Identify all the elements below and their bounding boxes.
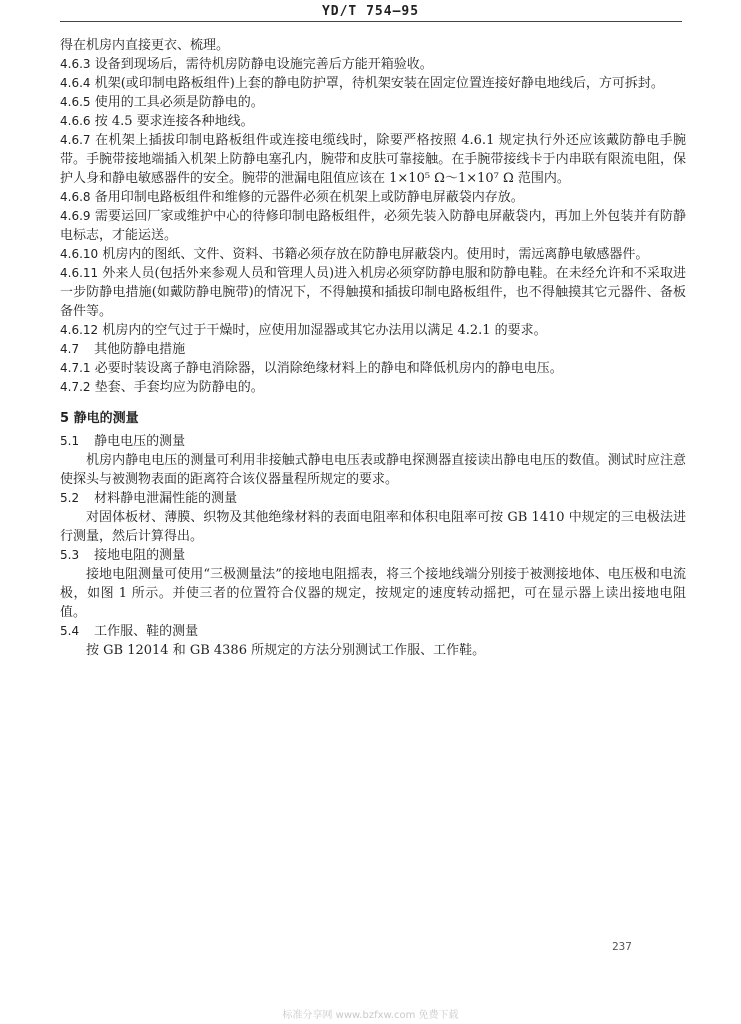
clause-list	[60, 36, 686, 397]
clause-paragraph	[60, 264, 686, 321]
clause-number: 4.6.11	[60, 266, 99, 280]
clause-text: 按 4.5 要求连接各种地线。	[94, 114, 254, 129]
clause-paragraph	[60, 378, 686, 397]
subsection-heading	[60, 622, 686, 641]
clause-number: 4.7	[60, 342, 80, 356]
clause-number: 4.6.4	[60, 76, 91, 90]
clause-text: 机房内的空气过于干燥时，应使用加湿器或其它办法用以满足 4.2.1 的要求。	[102, 323, 547, 338]
clause-text: 机房内的图纸、文件、资料、书籍必须存放在防静电屏蔽袋内。使用时，需远离静电敏感器件。	[102, 247, 649, 262]
subsection-body: 机房内静电电压的测量可利用非接触式静电电压表或静电探测器直接读出静电电压的数值。测试时应注意使探头与被测物表面的距离符合该仪器量程所规定的要求。	[60, 453, 686, 487]
subsection-heading	[60, 546, 686, 565]
subsection-title: 接地电阻的测量	[94, 548, 186, 563]
clause-paragraph	[60, 36, 686, 55]
clause-paragraph	[60, 321, 686, 340]
clause-number: 4.6.9	[60, 209, 91, 223]
section-5-title: 5 静电的测量	[60, 411, 139, 426]
clause-paragraph	[60, 207, 686, 245]
header-rule	[60, 21, 682, 22]
document-header: YD/T 754—95	[321, 4, 420, 19]
clause-paragraph	[60, 112, 686, 131]
clause-number: 4.6.6	[60, 114, 91, 128]
clause-number: 4.6.8	[60, 190, 91, 204]
subsection-title: 静电电压的测量	[94, 434, 186, 449]
subsection-body: 按 GB 12014 和 GB 4386 所规定的方法分别测试工作服、工作鞋。	[86, 643, 486, 658]
clause-text: 备用印制电路板组件和维修的元器件必须在机架上或防静电屏蔽袋内存放。	[94, 190, 524, 205]
clause-number: 4.6.10	[60, 247, 99, 261]
clause-text: 必要时装设离子静电消除器，以消除绝缘材料上的静电和降低机房内的静电电压。	[94, 361, 563, 376]
clause-text: 外来人员(包括外来参观人员和管理人员)进入机房必须穿防静电服和防静电鞋。在未经允许和不采取进一步防静电措施(如戴防静电腕带)的情况下，不得触摸和插拔印制电路板组件，也不得触摸其它元器件、备板备件等。	[60, 266, 686, 319]
clause-paragraph	[60, 340, 686, 359]
clause-text: 需要运回厂家或维护中心的待修印制电路板组件，必须先装入防静电屏蔽袋内，再加上外包装并有防静电标志，才能运送。	[60, 209, 686, 243]
clause-number: 4.6.12	[60, 323, 99, 337]
section-5-items	[60, 432, 686, 660]
subsection-body: 接地电阻测量可使用“三极测量法”的接地电阻摇表，将三个接地线端分别接于被测接地体、电压极和电流极，如图 1 所示。并使三者的位置符合仪器的规定，按规定的速度转动摇把，可在显示器上读出接地电阻值。	[60, 567, 686, 620]
clause-number: 4.6.5	[60, 95, 91, 109]
subsection-heading	[60, 489, 686, 508]
clause-paragraph	[60, 55, 686, 74]
clause-number: 4.7.2	[60, 380, 91, 394]
subsection-body: 对固体板材、薄膜、织物及其他绝缘材料的表面电阻率和体积电阻率可按 GB 1410 中规定的三电极法进行测量，然后计算得出。	[60, 510, 686, 544]
subsection-number: 5.3	[60, 548, 80, 562]
subsection-number: 5.2	[60, 491, 80, 505]
subsection-title: 工作服、鞋的测量	[94, 624, 199, 639]
clause-number: 4.6.3	[60, 57, 91, 71]
clause-paragraph	[60, 188, 686, 207]
clause-number: 4.7.1	[60, 361, 91, 375]
clause-paragraph	[60, 359, 686, 378]
subsection-number: 5.1	[60, 434, 80, 448]
clause-text: 设备到现场后，需待机房防静电设施完善后方能开箱验收。	[94, 57, 433, 72]
subsection-number: 5.4	[60, 624, 80, 638]
clause-text: 其他防静电措施	[94, 342, 186, 357]
subsection-heading	[60, 432, 686, 451]
clause-paragraph	[60, 131, 686, 188]
subsection-title: 材料静电泄漏性能的测量	[94, 491, 238, 506]
clause-number: 4.6.7	[60, 133, 91, 147]
clause-text: 使用的工具必须是防静电的。	[94, 95, 264, 110]
clause-text: 机架(或印制电路板组件)上套的静电防护罩，待机架安装在固定位置连接好静电地线后，方可拆封。	[94, 76, 664, 91]
clause-paragraph	[60, 245, 686, 264]
clause-text: 在机架上插拔印制电路板组件或连接电缆线时，除要严格按照 4.6.1 规定执行外还应该戴防静电手腕带。手腕带接地端插入机架上防静电塞孔内，腕带和皮肤可靠接触。在手腕带接线卡于内串联有限流电阻，保护人身和静电敏感器件的安全。腕带的泄漏电阻值应该在 1×10⁵ Ω～1×10⁷ Ω 范围内。	[60, 133, 686, 186]
document-body	[60, 36, 686, 660]
clause-paragraph	[60, 93, 686, 112]
clause-text: 垫套、手套均应为防静电的。	[94, 380, 264, 395]
watermark: 标准分享网 www.bzfxw.com 免费下载	[282, 1010, 459, 1021]
page-number: 237	[612, 940, 632, 953]
clause-text: 得在机房内直接更衣、梳理。	[60, 38, 230, 53]
clause-paragraph	[60, 74, 686, 93]
